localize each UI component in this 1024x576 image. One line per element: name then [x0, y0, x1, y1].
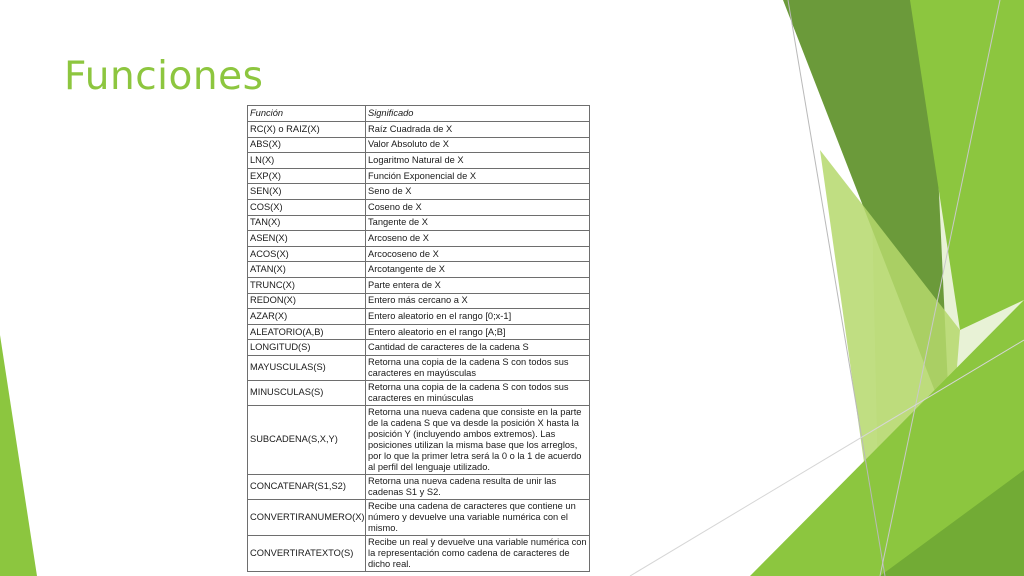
function-meaning: Entero aleatorio en el rango [0;x-1] — [366, 309, 590, 325]
table-row — [248, 293, 590, 309]
function-name: ACOS(X) — [248, 246, 366, 262]
function-meaning: Parte entera de X — [366, 277, 590, 293]
table-row — [248, 231, 590, 247]
table-row — [248, 277, 590, 293]
function-meaning: Logaritmo Natural de X — [366, 153, 590, 169]
table-row — [248, 405, 590, 474]
function-meaning: Raíz Cuadrada de X — [366, 122, 590, 138]
table-row — [248, 535, 590, 571]
function-name: ATAN(X) — [248, 262, 366, 278]
function-name: ABS(X) — [248, 137, 366, 153]
table-row — [248, 474, 590, 499]
deco-triangle-left — [0, 335, 37, 576]
table-row — [248, 380, 590, 405]
table-row — [248, 324, 590, 340]
function-meaning: Entero aleatorio en el rango [A;B] — [366, 324, 590, 340]
function-name: CONCATENAR(S1,S2) — [248, 474, 366, 499]
table-row — [248, 184, 590, 200]
table-row — [248, 199, 590, 215]
column-header-function: Función — [248, 106, 366, 122]
function-meaning: Arcoseno de X — [366, 231, 590, 247]
column-header-meaning: Significado — [366, 106, 590, 122]
function-name: LONGITUD(S) — [248, 340, 366, 356]
table-row — [248, 355, 590, 380]
function-meaning: Seno de X — [366, 184, 590, 200]
function-name: TAN(X) — [248, 215, 366, 231]
function-meaning: Recibe una cadena de caracteres que contiene un número y devuelve una variable numérica con el mismo. — [366, 499, 590, 535]
table-row — [248, 153, 590, 169]
functions-table — [247, 105, 590, 572]
table-row — [248, 215, 590, 231]
function-meaning: Retorna una copia de la cadena S con todos sus caracteres en mayúsculas — [366, 355, 590, 380]
table-row — [248, 309, 590, 325]
function-name: ALEATORIO(A,B) — [248, 324, 366, 340]
table-row — [248, 499, 590, 535]
function-meaning: Función Exponencial de X — [366, 168, 590, 184]
function-name: REDON(X) — [248, 293, 366, 309]
function-meaning: Cantidad de caracteres de la cadena S — [366, 340, 590, 356]
function-name: CONVERTIRANUMERO(X) — [248, 499, 366, 535]
function-name: MINUSCULAS(S) — [248, 380, 366, 405]
function-meaning: Coseno de X — [366, 199, 590, 215]
table-row — [248, 246, 590, 262]
table-header-row — [248, 106, 590, 122]
table-row — [248, 262, 590, 278]
function-meaning: Tangente de X — [366, 215, 590, 231]
function-meaning: Entero más cercano a X — [366, 293, 590, 309]
function-name: EXP(X) — [248, 168, 366, 184]
slide-title: Funciones — [64, 54, 264, 99]
function-name: SUBCADENA(S,X,Y) — [248, 405, 366, 474]
table-row — [248, 340, 590, 356]
table-row — [248, 122, 590, 138]
function-name: AZAR(X) — [248, 309, 366, 325]
function-name: LN(X) — [248, 153, 366, 169]
table-row — [248, 168, 590, 184]
function-name: SEN(X) — [248, 184, 366, 200]
function-name: COS(X) — [248, 199, 366, 215]
function-name: MAYUSCULAS(S) — [248, 355, 366, 380]
function-meaning: Retorna una copia de la cadena S con todos sus caracteres en minúsculas — [366, 380, 590, 405]
function-name: CONVERTIRATEXTO(S) — [248, 535, 366, 571]
table-row — [248, 137, 590, 153]
function-meaning: Retorna una nueva cadena que consiste en la parte de la cadena S que va desde la posición X hasta la posición Y (incluyendo ambos extremos). Las posiciones utilizan la misma base que los arreglos, por lo que la primer letra será la 0 o la 1 de acuerdo al perfil del lenguaje utilizado. — [366, 405, 590, 474]
function-meaning: Recibe un real y devuelve una variable numérica con la representación como cadena de caracteres de dicho real. — [366, 535, 590, 571]
function-meaning: Valor Absoluto de X — [366, 137, 590, 153]
function-name: ASEN(X) — [248, 231, 366, 247]
function-meaning: Retorna una nueva cadena resulta de unir las cadenas S1 y S2. — [366, 474, 590, 499]
function-meaning: Arcocoseno de X — [366, 246, 590, 262]
function-name: TRUNC(X) — [248, 277, 366, 293]
function-meaning: Arcotangente de X — [366, 262, 590, 278]
function-name: RC(X) o RAIZ(X) — [248, 122, 366, 138]
